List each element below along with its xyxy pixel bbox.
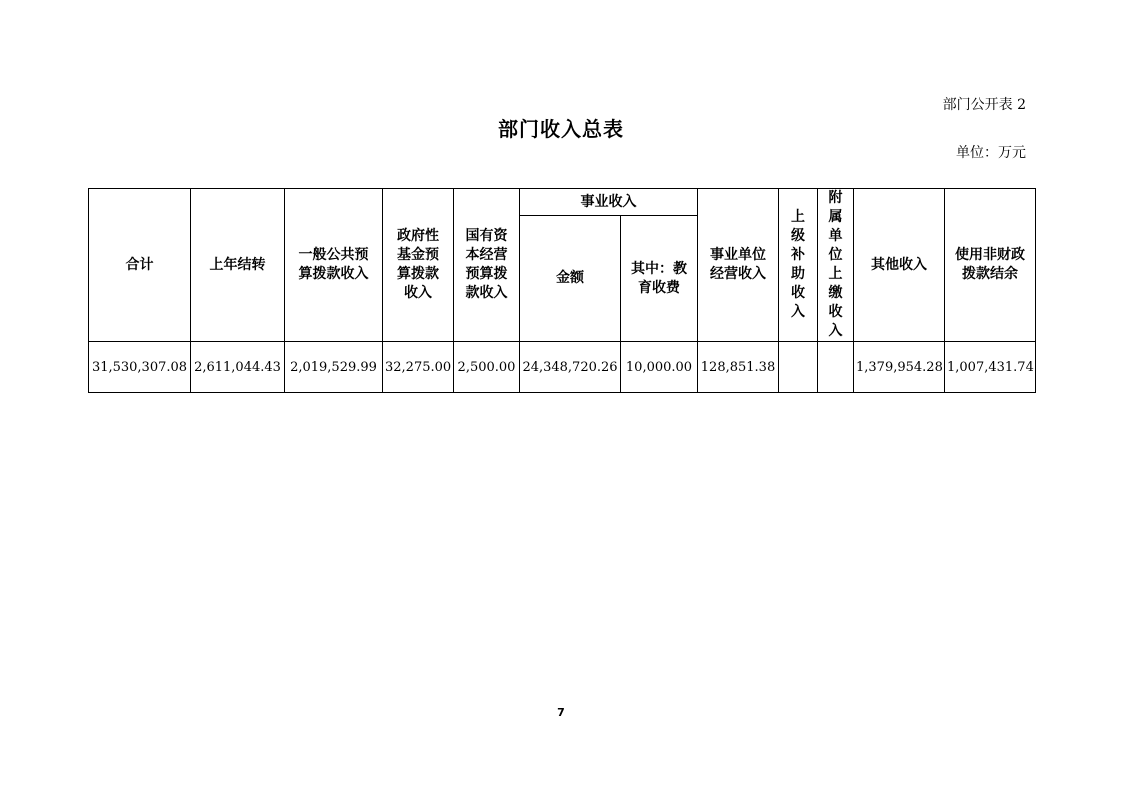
- cell-state-capital: 2,500.00: [454, 342, 520, 393]
- header-total: 合计: [89, 189, 191, 342]
- cell-nonfiscal-balance: 1,007,431.74: [945, 342, 1036, 393]
- cell-superior-subsidy: [779, 342, 818, 393]
- document-code: 部门公开表 2: [942, 97, 1026, 113]
- cell-gov-fund: 32,275.00: [383, 342, 454, 393]
- header-operating-income: 事业单位经营收入: [698, 189, 779, 342]
- header-gov-fund: 政府性基金预算拨款收入: [383, 189, 454, 342]
- unit-label: 单位：万元: [956, 145, 1026, 161]
- header-subordinate-income: 附属单位上缴收入: [818, 189, 854, 342]
- cell-operating-income: 128,851.38: [698, 342, 779, 393]
- header-other-income: 其他收入: [854, 189, 945, 342]
- header-nonfiscal-balance: 使用非财政拨款结余: [945, 189, 1036, 342]
- cell-general-budget: 2,019,529.99: [285, 342, 383, 393]
- cell-total: 31,530,307.08: [89, 342, 191, 393]
- header-business-income: 事业收入: [520, 189, 698, 216]
- page-number: 7: [557, 706, 565, 719]
- header-superior-subsidy: 上级补助收入: [779, 189, 818, 342]
- cell-business-edu-fee: 10,000.00: [621, 342, 698, 393]
- cell-business-amount: 24,348,720.26: [520, 342, 621, 393]
- cell-carryover: 2,611,044.43: [191, 342, 285, 393]
- cell-other-income: 1,379,954.28: [854, 342, 945, 393]
- header-business-edu-fee: 其中：教育收费: [621, 216, 698, 342]
- header-general-budget: 一般公共预算拨款收入: [285, 189, 383, 342]
- header-business-amount: 金额: [520, 216, 621, 342]
- header-state-capital: 国有资本经营预算拨款收入: [454, 189, 520, 342]
- header-carryover: 上年结转: [191, 189, 285, 342]
- income-summary-table: [88, 188, 1036, 393]
- table-row: [89, 342, 1036, 393]
- cell-subordinate-income: [818, 342, 854, 393]
- page-title: 部门收入总表: [498, 117, 624, 141]
